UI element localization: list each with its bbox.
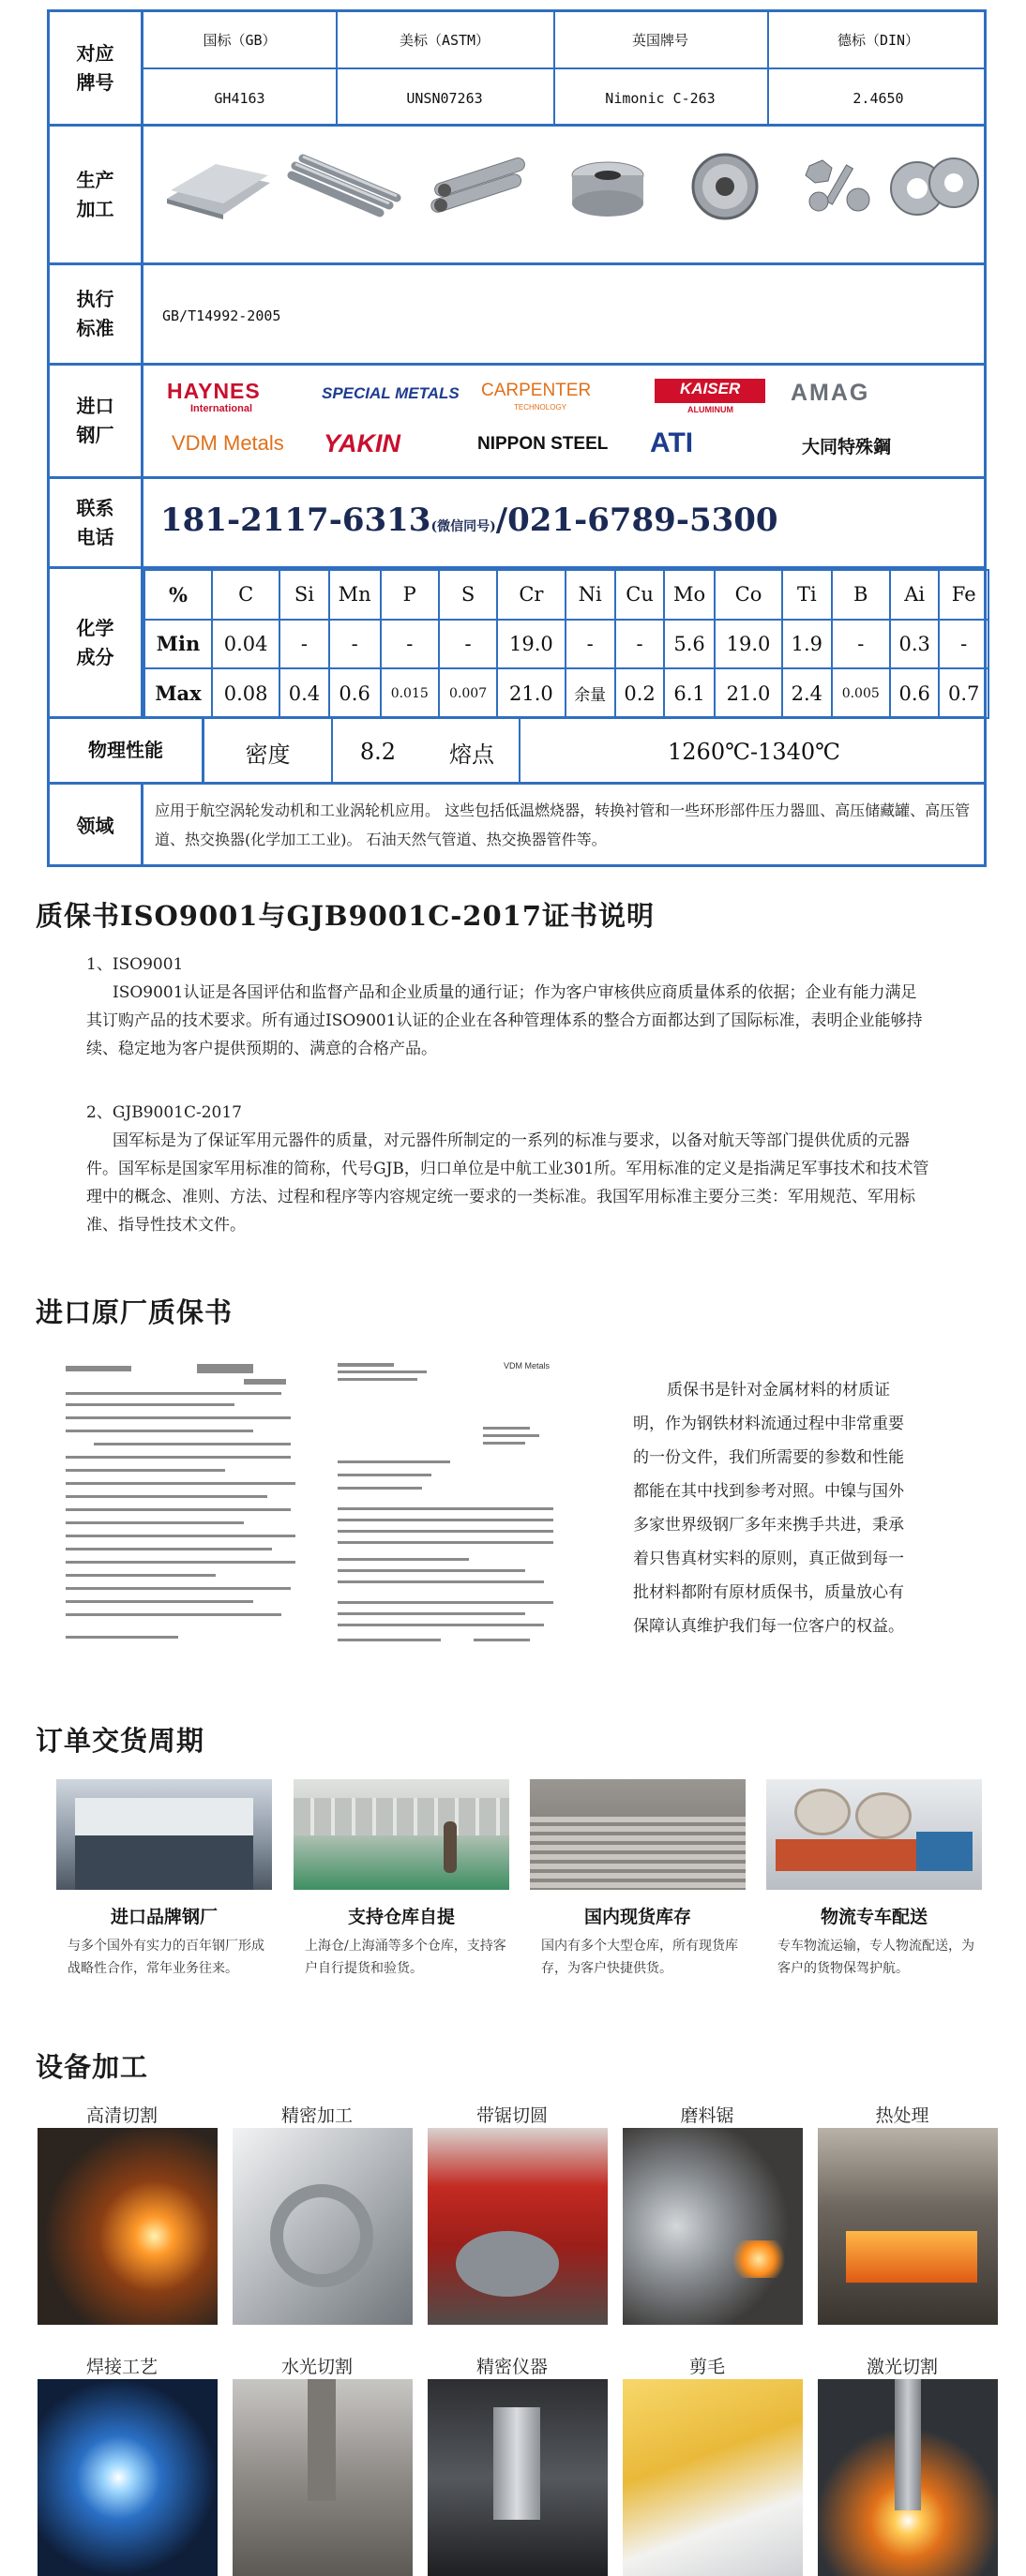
grade-value-din: 2.4650 bbox=[852, 89, 904, 107]
chem-cell: - bbox=[615, 620, 664, 669]
chem-cell: 19.0 bbox=[715, 620, 782, 669]
delivery-text-4: 专车物流运输，专人物流配送，为客户的货物保驾护航。 bbox=[777, 1939, 974, 1976]
iso-title: 质保书ISO9001与GJB9001C-2017证书说明 bbox=[36, 900, 656, 932]
chem-cell: Mo bbox=[664, 570, 715, 620]
melt-value: 1260℃-1340℃ bbox=[668, 739, 840, 765]
chemistry-row bbox=[50, 569, 984, 719]
chem-cell: Mn bbox=[329, 570, 381, 620]
chem-cell: 0.4 bbox=[279, 668, 328, 718]
origin-title: 进口原厂质保书 bbox=[36, 1296, 234, 1328]
grade-value-astm: UNSN07263 bbox=[406, 89, 483, 107]
equip-photo-precision bbox=[233, 2128, 413, 2325]
haynes-logo: HAYNES bbox=[167, 379, 261, 403]
density-value: 8.2 bbox=[359, 739, 397, 765]
equip-label-precision: 精密加工 bbox=[280, 2105, 353, 2126]
origin-text: 质保书是针对金属材料的材质证明，作为钢铁材料流通过程中非常重要的一份文件，我们所需要的参数和性能都能在其中找到参考对照。中镍与国外多家世界级钢厂多年来携手共进，秉承着只售真材实料的原则，真正做到每一批材料都附有原材质保书，质量放心有保障认真维护我们每一位客户的权益。 bbox=[633, 1381, 904, 1636]
equip-label-bandsaw: 带锯切圆 bbox=[475, 2105, 548, 2126]
iso-s1-title: 1、ISO9001 bbox=[86, 955, 184, 974]
equip-photo-cutting bbox=[38, 2128, 218, 2325]
carpenter-sub: TECHNOLOGY bbox=[514, 403, 567, 412]
chem-cell: - bbox=[279, 620, 328, 669]
chem-cell: 0.04 bbox=[212, 620, 279, 669]
equip-label-waterjet: 水光切割 bbox=[280, 2357, 353, 2377]
chemistry-table bbox=[143, 569, 989, 719]
chem-cell: 0.6 bbox=[890, 668, 939, 718]
chem-cell: 0.3 bbox=[890, 620, 939, 669]
cert-image-1 bbox=[56, 1355, 305, 1673]
grades-label: 对应 牌号 bbox=[50, 12, 143, 124]
phone-mobile[interactable]: 181-2117-6313 bbox=[160, 502, 431, 539]
equip-photo-heat bbox=[818, 2128, 998, 2325]
equip-label-shear: 剪毛 bbox=[688, 2357, 725, 2377]
chem-cell: Co bbox=[715, 570, 782, 620]
delivery-photo-mill bbox=[56, 1779, 272, 1890]
chem-cell: - bbox=[566, 620, 615, 669]
melt-label: 熔点 bbox=[449, 741, 494, 768]
grade-value-gb: GH4163 bbox=[214, 89, 265, 107]
round-bar-image bbox=[286, 147, 403, 222]
chem-cell: Si bbox=[279, 570, 328, 620]
cert-image-2 bbox=[333, 1357, 558, 1662]
chem-cell: Ni bbox=[566, 570, 615, 620]
chem-cell: Min bbox=[144, 620, 212, 669]
equip-label-laser: 激光切割 bbox=[866, 2357, 938, 2377]
equip-label-heat: 热处理 bbox=[875, 2105, 929, 2126]
chem-cell: Cu bbox=[615, 570, 664, 620]
chem-cell: 19.0 bbox=[497, 620, 565, 669]
standard-value: GB/T14992-2005 bbox=[162, 307, 281, 324]
haynes-sub: International bbox=[190, 403, 253, 414]
delivery-title-1: 进口品牌钢厂 bbox=[110, 1907, 218, 1927]
contact-label: 联系 电话 bbox=[50, 479, 143, 566]
delivery-photo-truck bbox=[766, 1779, 982, 1890]
grade-header-din: 德标（DIN） bbox=[837, 32, 920, 49]
delivery-title: 订单交货周期 bbox=[36, 1725, 205, 1757]
chem-cell: S bbox=[439, 570, 497, 620]
delivery-text-1: 与多个国外有实力的百年钢厂形成战略性合作，常年业务往来。 bbox=[68, 1939, 264, 1976]
delivery-title-4: 物流专车配送 bbox=[820, 1907, 928, 1927]
chem-cell: 6.1 bbox=[664, 668, 715, 718]
special-metals-logo: SPECIAL METALS bbox=[322, 384, 460, 402]
chem-max-row bbox=[144, 668, 988, 718]
cert2-header: VDM Metals bbox=[504, 1361, 551, 1370]
mills-label: 进口 钢厂 bbox=[50, 366, 143, 476]
chem-cell: Fe bbox=[939, 570, 988, 620]
carpenter-logo: CARPENTER bbox=[481, 381, 592, 400]
chem-cell: 0.6 bbox=[329, 668, 381, 718]
contact-phones bbox=[160, 502, 778, 539]
iso-s2-text: 国军标是为了保证军用元器件的质量，对元器件所制定的一系列的标准与要求，以备对航天等部门提供优质的元器件。国军标是国家军用标准的简称，代号GJB，归口单位是中航工业301所。军用标准的定义是指满足军事技术和技术管理中的概念、准则、方法、过程和程序等内容规定统一要求的一类标准。我国军用标准主要分三类：军用规范、军用标准、指导性技术文件。 bbox=[86, 1131, 929, 1235]
spec-table bbox=[47, 9, 987, 867]
delivery-text-2: 上海仓/上海涌等多个仓库，支持客户自行提货和验货。 bbox=[305, 1939, 506, 1976]
equip-photo-abrasive bbox=[623, 2128, 803, 2325]
delivery-photo-warehouse bbox=[294, 1779, 509, 1890]
chem-cell: 2.4 bbox=[782, 668, 831, 718]
delivery-title-2: 支持仓库自提 bbox=[347, 1907, 455, 1927]
phone-office[interactable]: /021-6789-5300 bbox=[495, 502, 778, 539]
equipment-title: 设备加工 bbox=[36, 2051, 149, 2083]
chem-cell: 0.015 bbox=[381, 668, 439, 718]
chem-cell: 0.7 bbox=[939, 668, 988, 718]
chem-cell: Cr bbox=[497, 570, 565, 620]
chem-cell: Max bbox=[144, 668, 212, 718]
equip-label-instrument: 精密仪器 bbox=[475, 2357, 548, 2377]
delivery-title-3: 国内现货库存 bbox=[583, 1907, 691, 1927]
chem-cell: Ti bbox=[782, 570, 831, 620]
amag-logo: AMAG bbox=[791, 380, 870, 406]
mills-row bbox=[50, 366, 984, 479]
chem-cell: C bbox=[212, 570, 279, 620]
chem-cell: 0.007 bbox=[439, 668, 497, 718]
chem-cell: - bbox=[329, 620, 381, 669]
equip-photo-bandsaw bbox=[428, 2128, 608, 2325]
chem-cell: 0.2 bbox=[615, 668, 664, 718]
chem-cell: 21.0 bbox=[715, 668, 782, 718]
equip-photo-waterjet bbox=[233, 2379, 413, 2576]
chem-min-row bbox=[144, 620, 988, 669]
flanges-image bbox=[884, 147, 983, 222]
contact-row bbox=[50, 479, 984, 569]
chem-cell: 5.6 bbox=[664, 620, 715, 669]
equip-label-cutting: 高清切割 bbox=[85, 2105, 158, 2126]
grades-row bbox=[50, 12, 984, 127]
chem-cell: - bbox=[832, 620, 890, 669]
density-label: 密度 bbox=[245, 741, 291, 768]
equip-photo-shear bbox=[623, 2379, 803, 2576]
chem-cell: 0.005 bbox=[832, 668, 890, 718]
standard-row bbox=[50, 265, 984, 366]
delivery-photo-stock bbox=[530, 1779, 746, 1890]
grade-header-uk: 英国牌号 bbox=[631, 32, 688, 49]
fasteners-image bbox=[791, 147, 884, 222]
chem-header-row bbox=[144, 570, 988, 620]
grade-header-astm: 美标（ASTM） bbox=[399, 32, 490, 49]
kaiser-sub: ALUMINUM bbox=[687, 405, 733, 414]
grade-header-gb: 国标（GB） bbox=[203, 32, 277, 49]
delivery-text-3: 国内有多个大型仓库，所有现货库存，为客户快捷供货。 bbox=[541, 1939, 738, 1976]
daido-logo: 大同特殊鋼 bbox=[802, 437, 892, 457]
field-label: 领域 bbox=[50, 785, 143, 867]
iso-s1-text: ISO9001认证是各国评估和监督产品和企业质量的通行证；作为客户审核供应商质量体系的依据；企业有能力满足其订购产品的技术要求。所有通过ISO9001认证的企业在各种管理体系的整合方面都达到了国际标准，表明企业能够持续、稳定地为客户提供预期的、满意的合格产品。 bbox=[86, 983, 923, 1058]
kaiser-logo: KAISER bbox=[680, 380, 741, 397]
chem-cell: Ai bbox=[890, 570, 939, 620]
yakin-logo: YAKIN bbox=[324, 429, 401, 457]
production-row bbox=[50, 127, 984, 265]
chem-cell: % bbox=[144, 570, 212, 620]
chem-cell: - bbox=[381, 620, 439, 669]
nippon-steel-logo: NIPPON STEEL bbox=[477, 434, 609, 454]
field-text: 应用于航空涡轮发动机和工业涡轮机应用。 这些包括低温燃烧器，转换衬管和一些环形部件压力器皿、高压储藏罐、高压管道、热交换器(化学加工工业)。 石油天然气管道、热交换器管件等。 bbox=[155, 801, 971, 848]
physical-row bbox=[50, 719, 984, 785]
physical-label: 物理性能 bbox=[50, 719, 204, 782]
vdm-logo: VDM Metals bbox=[172, 431, 284, 455]
coil-strip-image bbox=[556, 147, 659, 222]
grade-value-uk: Nimonic C-263 bbox=[605, 89, 716, 107]
equip-photo-instrument bbox=[428, 2379, 608, 2576]
sheet-plate-image bbox=[158, 147, 275, 222]
wire-spool-image bbox=[678, 147, 772, 222]
field-row bbox=[50, 785, 984, 867]
chem-cell: 0.08 bbox=[212, 668, 279, 718]
chem-cell: - bbox=[939, 620, 988, 669]
equip-photo-laser bbox=[818, 2379, 998, 2576]
ati-logo: ATI bbox=[650, 427, 694, 458]
chem-cell: P bbox=[381, 570, 439, 620]
tube-image bbox=[420, 147, 537, 222]
iso-s2-title: 2、GJB9001C-2017 bbox=[86, 1103, 242, 1122]
chem-cell: 21.0 bbox=[497, 668, 565, 718]
equip-label-welding: 焊接工艺 bbox=[85, 2357, 158, 2377]
wechat-note: (微信同号) bbox=[430, 519, 496, 534]
standard-label: 执行 标准 bbox=[50, 265, 143, 363]
chem-cell: 1.9 bbox=[782, 620, 831, 669]
production-label: 生产 加工 bbox=[50, 127, 143, 262]
chemistry-label: 化学 成分 bbox=[50, 569, 143, 716]
chem-cell: B bbox=[832, 570, 890, 620]
equip-photo-welding bbox=[38, 2379, 218, 2576]
equip-label-abrasive: 磨料锯 bbox=[680, 2105, 734, 2126]
chem-cell: 余量 bbox=[566, 668, 615, 718]
chem-cell: - bbox=[439, 620, 497, 669]
